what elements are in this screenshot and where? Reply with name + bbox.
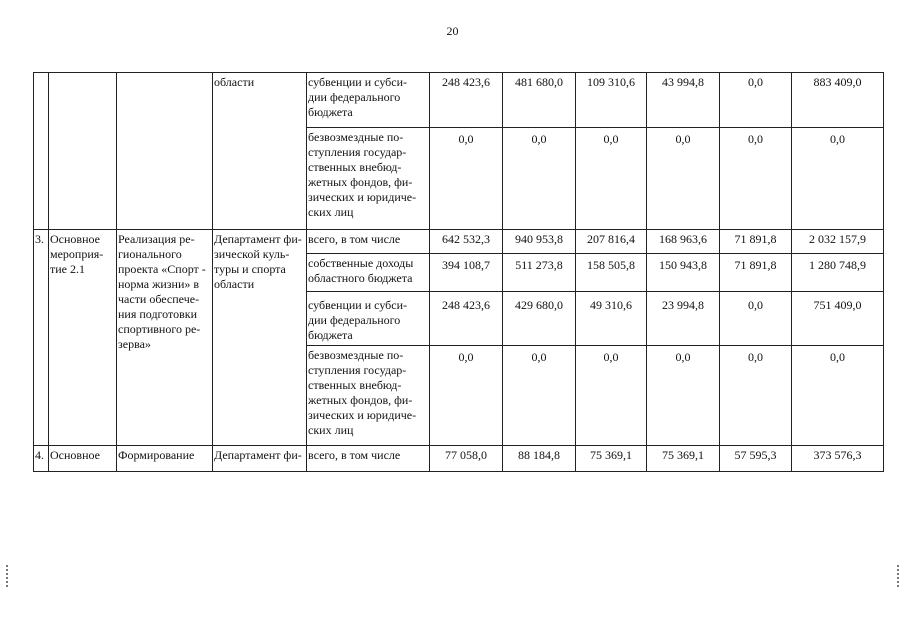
value-cell: 373 576,3 [792,446,884,472]
value-cell: 481 680,0 [503,73,576,128]
budget-table [33,72,884,472]
funding-source-cell: всего, в том числе [307,230,430,254]
activity-name-cell [49,73,117,230]
activity-goal-cell: Реализация ре- гионального проекта «Спорт - норма жизни» в части обеспече- ния подготовки спортивного ре- зерва» [117,230,213,446]
value-cell: 75 369,1 [576,446,647,472]
value-cell: 0,0 [720,128,792,230]
executor-cell: области [213,73,307,230]
value-cell: 0,0 [720,346,792,446]
row-number-cell [34,73,49,230]
value-cell: 207 816,4 [576,230,647,254]
value-cell: 75 369,1 [647,446,720,472]
activity-name-cell: Основное мероприя- тие 2.1 [49,230,117,446]
funding-source-cell: субвенции и субси- дии федерального бюджета [307,292,430,346]
funding-source-cell: собственные доходы областного бюджета [307,254,430,292]
value-cell: 0,0 [647,128,720,230]
value-cell: 940 953,8 [503,230,576,254]
value-cell: 57 595,3 [720,446,792,472]
value-cell: 0,0 [792,346,884,446]
value-cell: 0,0 [647,346,720,446]
funding-source-cell: всего, в том числе [307,446,430,472]
value-cell: 248 423,6 [430,292,503,346]
value-cell: 429 680,0 [503,292,576,346]
value-cell: 71 891,8 [720,230,792,254]
value-cell: 1 280 748,9 [792,254,884,292]
value-cell: 2 032 157,9 [792,230,884,254]
value-cell: 23 994,8 [647,292,720,346]
value-cell: 168 963,6 [647,230,720,254]
value-cell: 0,0 [430,128,503,230]
value-cell: 751 409,0 [792,292,884,346]
funding-source-cell: безвозмездные по- ступления государ- ственных внебюд- жетных фондов, фи- зических и юридиче- ских лиц [307,346,430,446]
value-cell: 394 108,7 [430,254,503,292]
value-cell: 150 943,8 [647,254,720,292]
funding-source-cell: безвозмездные по- ступления государ- ственных внебюд- жетных фондов, фи- зических и юридиче- ских лиц [307,128,430,230]
table-row [34,230,884,254]
scan-edge-mark [6,565,10,587]
value-cell: 88 184,8 [503,446,576,472]
value-cell: 0,0 [576,128,647,230]
value-cell: 77 058,0 [430,446,503,472]
value-cell: 883 409,0 [792,73,884,128]
value-cell: 248 423,6 [430,73,503,128]
value-cell: 0,0 [792,128,884,230]
value-cell: 642 532,3 [430,230,503,254]
value-cell: 0,0 [576,346,647,446]
value-cell: 0,0 [503,128,576,230]
value-cell: 71 891,8 [720,254,792,292]
activity-goal-cell [117,73,213,230]
activity-goal-cell: Формирование [117,446,213,472]
table-row [34,73,884,128]
value-cell: 43 994,8 [647,73,720,128]
value-cell: 109 310,6 [576,73,647,128]
value-cell: 0,0 [720,292,792,346]
value-cell: 511 273,8 [503,254,576,292]
executor-cell: Департамент фи- зической куль- туры и спорта области [213,230,307,446]
value-cell: 158 505,8 [576,254,647,292]
value-cell: 0,0 [503,346,576,446]
scan-edge-mark [897,565,901,587]
funding-source-cell: субвенции и субси- дии федерального бюджета [307,73,430,128]
executor-cell: Департамент фи- [213,446,307,472]
row-number-cell: 4. [34,446,49,472]
value-cell: 49 310,6 [576,292,647,346]
table-row [34,446,884,472]
value-cell: 0,0 [720,73,792,128]
page-number: 20 [446,24,459,38]
activity-name-cell: Основное [49,446,117,472]
value-cell: 0,0 [430,346,503,446]
row-number-cell: 3. [34,230,49,446]
